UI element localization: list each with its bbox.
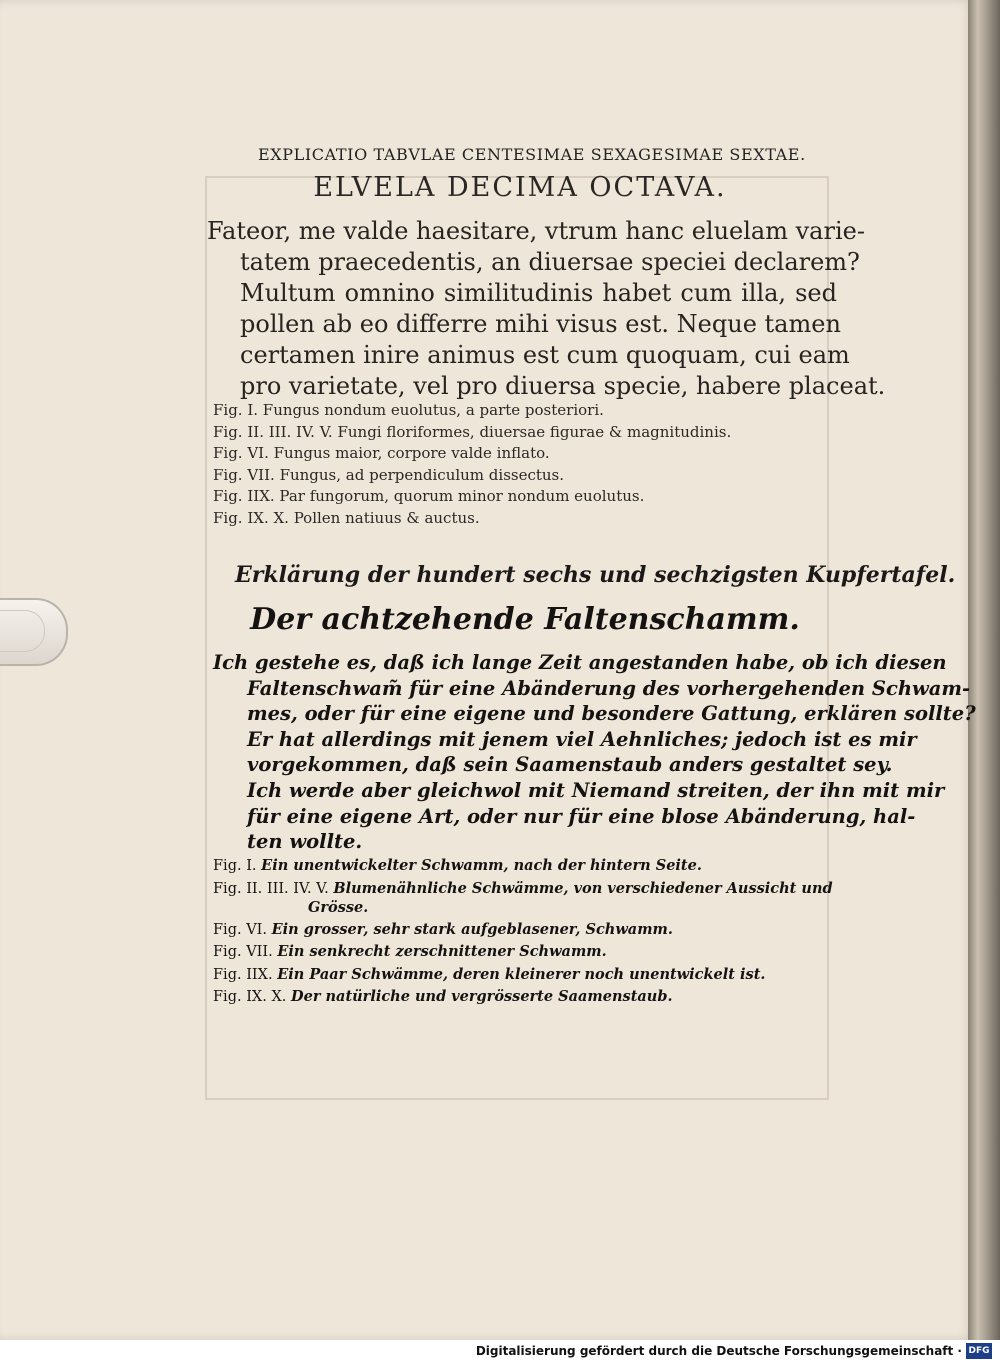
german-heading: Erklärung der hundert sechs und sechzigsten Kupfertafel.: [235, 562, 956, 588]
german-figure-caption: [213, 964, 838, 987]
german-paragraph: [213, 650, 976, 855]
figure-label: Fig. II. III. IV. V.: [213, 880, 329, 897]
digitization-footer: [0, 1340, 1000, 1363]
latin-figure-caption: Fig. IIX. Par fungorum, quorum minor nondum euolutus.: [213, 487, 645, 505]
figure-text: Der natürliche und vergrösserte Saamenstaub.: [291, 988, 673, 1005]
german-figure-caption: [213, 919, 838, 942]
german-line: mes, oder für eine eigene und besondere Gattung, erklären sollte?: [247, 702, 976, 726]
german-figure-caption: [213, 986, 838, 1009]
figure-text: Ein unentwickelter Schwamm, nach der hintern Seite.: [261, 857, 702, 874]
dfg-logo-icon: DFG: [966, 1343, 992, 1359]
german-figure-list: [213, 855, 838, 1009]
german-figure-caption: [213, 878, 838, 901]
figure-label: Fig. VII.: [213, 944, 273, 960]
latin-figure-caption: Fig. VII. Fungus, ad perpendiculum dissectus.: [213, 465, 565, 484]
figure-label: Fig. I.: [213, 858, 257, 874]
latin-title: ELVELA DECIMA OCTAVA.: [313, 172, 727, 203]
figure-text: Ein Paar Schwämme, deren kleinerer noch unentwickelt ist.: [277, 965, 766, 983]
latin-line: Fateor, me valde haesitare, vtrum hanc eluelam varie-: [207, 217, 865, 245]
german-line: Ich gestehe es, daß ich lange Zeit angestanden habe, ob ich diesen: [213, 651, 947, 674]
latin-figure-caption: Fig. I. Fungus nondum euolutus, a parte posteriori.: [213, 401, 604, 419]
figure-text-continuation: Grösse.: [308, 899, 369, 916]
figure-text: Blumenähnliche Schwämme, von verschiedener Aussicht und: [333, 879, 833, 897]
figure-label: Fig. VI.: [213, 921, 268, 938]
german-line: Er hat allerdings mit jenem viel Aehnliches; jedoch ist es mir: [247, 727, 917, 751]
figure-text: Ein senkrecht zerschnittener Schwamm.: [277, 943, 607, 960]
german-line: für eine eigene Art, oder nur für eine blose Abänderung, hal-: [247, 804, 916, 828]
figure-label: Fig. IIX.: [213, 966, 273, 983]
latin-figure-caption: Fig. II. III. IV. V. Fungi floriformes, diuersae figurae & magnitudinis.: [213, 422, 732, 441]
figure-text: Ein grosser, sehr stark aufgeblasener, Schwamm.: [271, 920, 673, 938]
german-title: Der achtzehende Faltenschamm.: [250, 602, 800, 637]
latin-line: certamen inire animus est cum quoquam, cui eam: [240, 341, 850, 369]
latin-paragraph: [207, 216, 886, 402]
latin-figure-list: [213, 400, 833, 529]
german-line: Faltenschwam̃ für eine Abänderung des vorhergehenden Schwam-: [247, 676, 971, 700]
funding-notice: Digitalisierung gefördert durch die Deutsche Forschungsgemeinschaft ·: [475, 1344, 962, 1358]
german-figure-caption: [213, 941, 838, 964]
latin-line: tatem praecedentis, an diuersae speciei declarem?: [240, 248, 860, 276]
latin-line: pro varietate, vel pro diuersa specie, habere placeat.: [240, 372, 886, 400]
latin-line: Multum omnino similitudinis habet cum illa, sed: [240, 279, 837, 307]
figure-label: Fig. IX. X.: [213, 989, 287, 1005]
latin-figure-caption: Fig. VI. Fungus maior, corpore valde inflato.: [213, 444, 550, 462]
german-line: ten wollte.: [247, 830, 363, 854]
german-figure-caption: [213, 855, 838, 878]
german-line: vorgekommen, daß sein Saamenstaub anders gestaltet sey.: [247, 753, 893, 777]
german-line: Ich werde aber gleichwol mit Niemand streiten, der ihn mit mir: [247, 778, 945, 802]
latin-line: pollen ab eo differre mihi visus est. Neque tamen: [240, 310, 841, 338]
running-head: EXPLICATIO TABVLAE CENTESIMAE SEXAGESIMAE SEXTAE.: [258, 145, 806, 164]
latin-figure-caption: Fig. IX. X. Pollen natiuus & auctus.: [213, 508, 480, 527]
